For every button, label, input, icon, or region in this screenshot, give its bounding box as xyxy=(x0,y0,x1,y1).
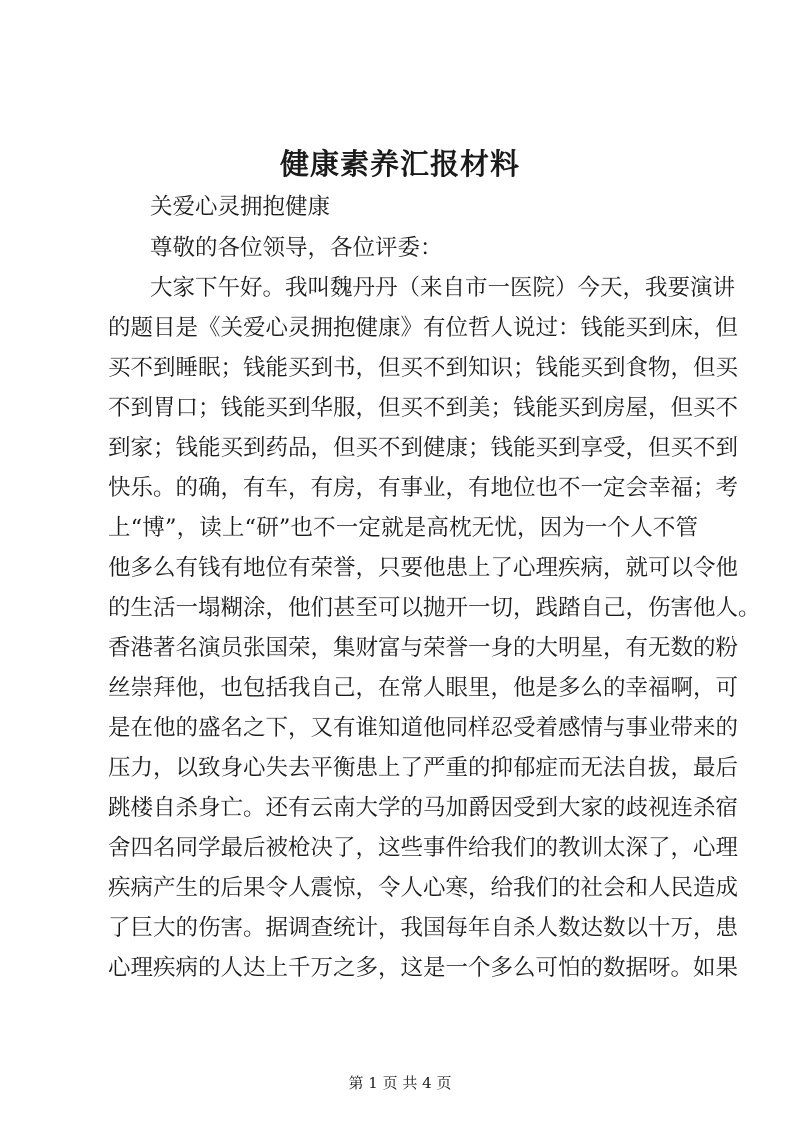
document-subtitle: 关爱心灵拥抱健康 xyxy=(150,194,331,220)
paragraph-line: 疾病产生的后果令人震惊，令人心寒，给我们的社会和人民造成 xyxy=(108,875,739,901)
paragraph-line: 丝崇拜他，也包括我自己，在常人眼里，他是多么的幸福啊，可 xyxy=(108,675,739,701)
paragraph-line: 是在他的盛名之下，又有谁知道他同样忍受着感情与事业带来的 xyxy=(108,715,739,741)
paragraph-line: 到家；钱能买到药品，但买不到健康；钱能买到享受，但买不到 xyxy=(108,435,739,461)
document-title: 健康素养汇报材料 xyxy=(279,147,520,181)
paragraph-line: 跳楼自杀身亡。还有云南大学的马加爵因受到大家的歧视连杀宿 xyxy=(108,795,739,821)
salutation: 尊敬的各位领导，各位评委： xyxy=(150,235,443,261)
paragraph-line: 舍四名同学最后被枪决了，这些事件给我们的教训太深了，心理 xyxy=(108,835,739,861)
paragraph-line: 上“博”，读上“研”也不一定就是高枕无忧，因为一个人不管 xyxy=(108,515,698,541)
paragraph-line: 快乐。的确，有车，有房，有事业，有地位也不一定会幸福；考 xyxy=(108,475,739,501)
paragraph-line: 大家下午好。我叫魏丹丹（来自市一医院）今天，我要演讲 xyxy=(150,275,736,301)
page-number-footer: 第 1 页 共 4 页 xyxy=(348,1074,452,1092)
paragraph-line: 他多么有钱有地位有荣誉，只要他患上了心理疾病，就可以令他 xyxy=(108,555,739,581)
paragraph-line: 压力，以致身心失去平衡患上了严重的抑郁症而无法自拔，最后 xyxy=(108,755,739,781)
paragraph-line: 不到胃口；钱能买到华服，但买不到美；钱能买到房屋，但买不 xyxy=(108,395,739,421)
paragraph-line: 香港著名演员张国荣，集财富与荣誉一身的大明星，有无数的粉 xyxy=(108,635,739,661)
paragraph-line: 买不到睡眠；钱能买到书，但买不到知识；钱能买到食物，但买 xyxy=(108,355,739,381)
paragraph-line: 的生活一塌糊涂，他们甚至可以抛开一切，践踏自己，伤害他人。 xyxy=(108,595,761,621)
paragraph-line: 的题目是《关爱心灵拥抱健康》有位哲人说过：钱能买到床，但 xyxy=(108,315,739,341)
paragraph-line: 心理疾病的人达上千万之多，这是一个多么可怕的数据呀。如果 xyxy=(108,955,739,981)
paragraph-line: 了巨大的伤害。据调查统计，我国每年自杀人数达数以十万，患 xyxy=(108,915,739,941)
